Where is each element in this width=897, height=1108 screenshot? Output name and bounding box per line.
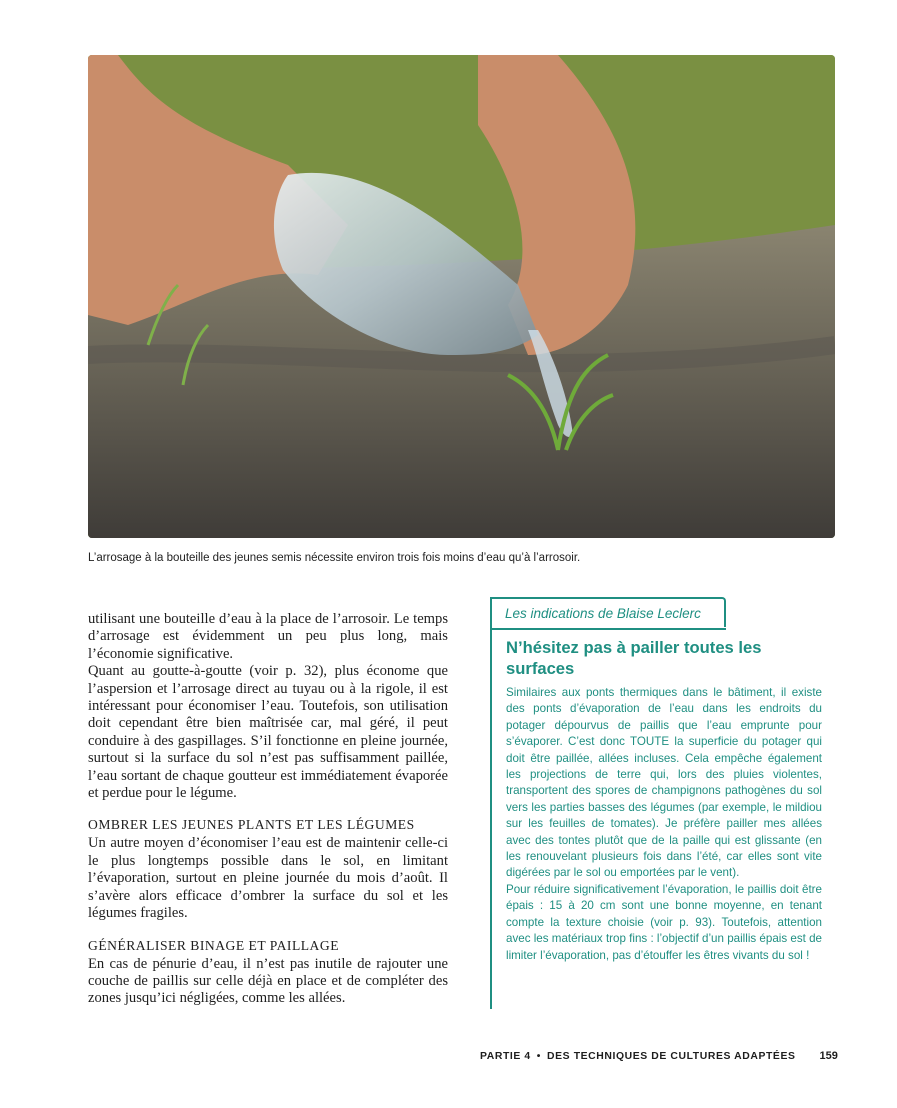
photo-caption: L’arrosage à la bouteille des jeunes semis nécessite environ trois fois moins d’eau qu’à l’arrosoir. [88,552,581,564]
sidebar-body [506,685,822,964]
footer-bullet: • [536,1051,542,1062]
sidebar-label: Les indications de Blaise Leclerc [505,606,701,621]
body-paragraph: Un autre moyen d’économiser l’eau est de maintenir celle-ci le plus longtemps possible dans le sol, en limitant l’évaporation, surtout en pleine journée du mois d’août. Il s’avère alors efficace d’ombrer la surface du sol et les légumes fragiles. [88,835,448,922]
expert-sidebar [490,597,824,1009]
page-number: 159 [819,1050,838,1062]
main-text-column [88,611,448,1008]
sidebar-title: N’hésitez pas à pailler toutes les surfaces [506,638,762,678]
body-paragraph: utilisant une bouteille d’eau à la place de l’arrosoir. Le temps d’arrosage est évidemment un peu plus long, mais l’économie significative. [88,611,448,662]
body-paragraph: Quant au goutte-à-goutte (voir p. 32), plus économe que l’aspersion et l’arrosage direct au tuyau ou à la rigole, il est intéressant pour économiser l’eau. Toutefois, son utilisation doit cependant être bien maîtrisée car, mal géré, il peut conduire à des gaspillages. S’il fonctionne en pleine journée, surtout si la surface du sol n’est pas suffisamment paillée, l’eau sortant de chaque goutteur est immédiatement évaporée et perdue pour le légume. [88,663,448,802]
page-footer [480,1050,838,1062]
sidebar-paragraph: Similaires aux ponts thermiques dans le bâtiment, il existe des ponts d’évaporation de l’eau dans les endroits du potager dépourvus de paillis que l’eau emprunte pour s’évaporer. C’est donc TOUTE la superficie du potager qui doit être paillée, allées incluses. Cela empêche également les projections de terre qui, lors des pluies violentes, transportent des spores de champignons pathogènes du sol vers les parties basses des légumes (par exemple, le mildiou sur les feuilles de tomates). Je préfère pailler mes allées avec des tontes plutôt que de la paille qui est glissante (en les renouvelant plusieurs fois dans l’été, car elles sont vite digérées par le sol ou emportées par le vent). [506,686,822,880]
footer-part: PARTIE 4 [480,1051,531,1062]
photo-illustration [88,55,835,538]
sidebar-divider [492,628,726,630]
watering-bottle-photo [88,55,835,538]
body-paragraph: En cas de pénurie d’eau, il n’est pas inutile de rajouter une couche de paillis sur celle déjà en place et de compléter des zones jusqu’ici négligées, comme les allées. [88,955,448,1007]
sidebar-header-tab [492,597,726,627]
footer-section: DES TECHNIQUES DE CULTURES ADAPTÉES [547,1051,796,1062]
section-heading: GÉNÉRALISER BINAGE ET PAILLAGE [88,937,339,953]
sidebar-paragraph: Pour réduire significativement l’évaporation, le paillis doit être épais : 15 à 20 cm sont une bonne moyenne, en tenant compte la texture choisie (voir p. 93). Toutefois, attention avec les matériaux trop fins : l’objectif d’un paillis épais est de limiter l’évaporation, pas d’étouffer les êtres vivants du sol ! [506,882,822,962]
section-heading: OMBRER LES JEUNES PLANTS ET LES LÉGUMES [88,817,415,833]
